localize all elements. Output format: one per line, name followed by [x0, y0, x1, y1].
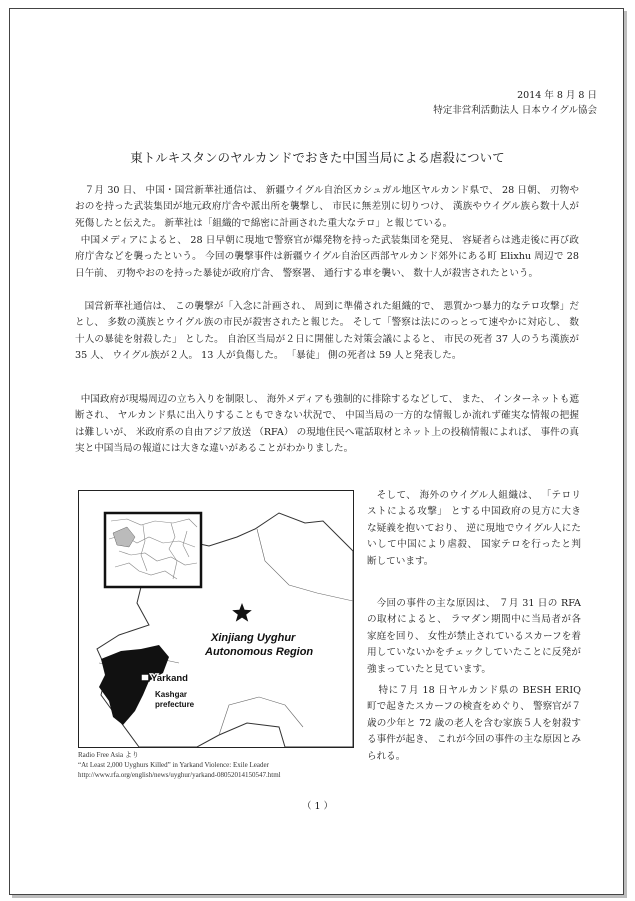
yarkand-marker [141, 674, 149, 681]
xinjiang-map [79, 491, 353, 747]
map-figure [78, 490, 354, 748]
caption-url: http://www.rfa.org/english/news/uyghur/yarkand-08052014150547.html [78, 771, 281, 779]
side-paragraph-2: 今回の事件の主な原因は、 ７月 31 日の RFA の取材によると、 ラマダン期間中に当局者が各家庭を回り、 女性が禁止されているスカーフを着用していないかをチェックしていたことに反発が強まっていたと見ています。 [367, 598, 581, 675]
page-number: （ 1 ） [301, 801, 334, 812]
paragraph-4: 中国政府が現場周辺の立ち入りを制限し、 海外メディアも強制的に排除するなどして、 また、 インターネットも遮断され、 ヤルカンド県に出入りすることもできない状況で、 中国当局の一方的な情報しか流れず確実な情報の把握は難しいが、 米政府系の自由アジア放送 （RFA） の現地住民へ電話取材とネット上の投稿情報によれば、 事件の真実と中国当局の報道には大きな違いがあることがわかりました。 [75, 394, 579, 455]
side-paragraph-1: そして、 海外のウイグル人組織は、 「テロリストによる攻撃」 とする中国政府の見方に大きな疑義を抱いており、 逆に現地でウイグル人にたいして中国により虐殺、 国家テロを行ったと判断しています。 [367, 490, 581, 567]
kashgar-label-line1: Kashgar [155, 690, 188, 699]
region-label-line2: Autonomous Region [205, 646, 314, 658]
header-date: 2014 年 8 月 8 日 [517, 90, 597, 101]
star-icon [232, 603, 252, 622]
caption-article-title: “At Least 2,000 Uyghurs Killed” in Yarkand Violence: Exile Leader [78, 761, 269, 769]
kashgar-prefecture [99, 645, 169, 725]
document-title: 東トルキスタンのヤルカンドでおきた中国当局による虐殺について [130, 150, 505, 165]
paragraph-1: ７月 30 日、 中国・国営新華社通信は、 新疆ウイグル自治区カシュガル地区ヤルカンド県で、 28 日朝、 刃物やおのを持った武装集団が地元政府庁舎や派出所を襲撃し、 市民に無差別に切りつけ、 漢族やウイグル族ら数十人が死傷したと伝えた。 新華社は「組織的で綿密に計画された重大なテロ」と報じている。 [75, 185, 579, 229]
kashgar-label-line2: prefecture [155, 700, 195, 709]
yarkand-label: Yarkand [151, 673, 188, 684]
caption-source: Radio Free Asia より [78, 751, 139, 759]
internal-boundary [257, 529, 353, 601]
inset-map [105, 513, 201, 587]
region-label-line1: Xinjiang Uyghur [211, 632, 296, 644]
paragraph-2: 中国メディアによると、 28 日早朝に現地で警察官が爆発物を持った武装集団を発見、 容疑者らは逃走後に再び政府庁舎などを襲ったという。 今回の襲撃事件は新疆ウイグル自治区西部ヤルカンド郊外にある町 Elixhu 周辺で 28 日午前、 刃物やおのを持った暴徒が政府庁舎、 警察署、 通行する車を襲い、 数十人が殺害されたという。 [75, 235, 579, 279]
document-header [433, 88, 597, 118]
header-organization: 特定非営利活動法人 日本ウイグル協会 [433, 105, 597, 116]
map-caption [78, 750, 281, 780]
paragraph-3: 国営新華社通信は、 この襲撃が「入念に計画され、 周到に準備された組織的で、 悪質かつ暴力的なテロ攻撃」だとし、 多数の漢族とウイグル族の市民が殺害されたと報じた。 そして「警察は法にのっとって速やかに対応し、 数十人の暴徒を射殺した」 とした。 自治区当局が２日に開催した対策会議によると、 市民の死者 37 人のうち漢族が 35 人、 ウイグル族が２人。 13 人が負傷した。 「暴徒」 側の死者は 59 人と発表した。 [75, 301, 579, 362]
side-paragraph-3: 特に７月 18 日ヤルカンド県の BESH ERIQ 町で起きたスカーフの検査をめぐり、 警察官が７歳の少年と 72 歳の老人を含む家族５人を射殺する事件が起き、 これが今回の事件の主な原因とみられる。 [367, 685, 581, 762]
